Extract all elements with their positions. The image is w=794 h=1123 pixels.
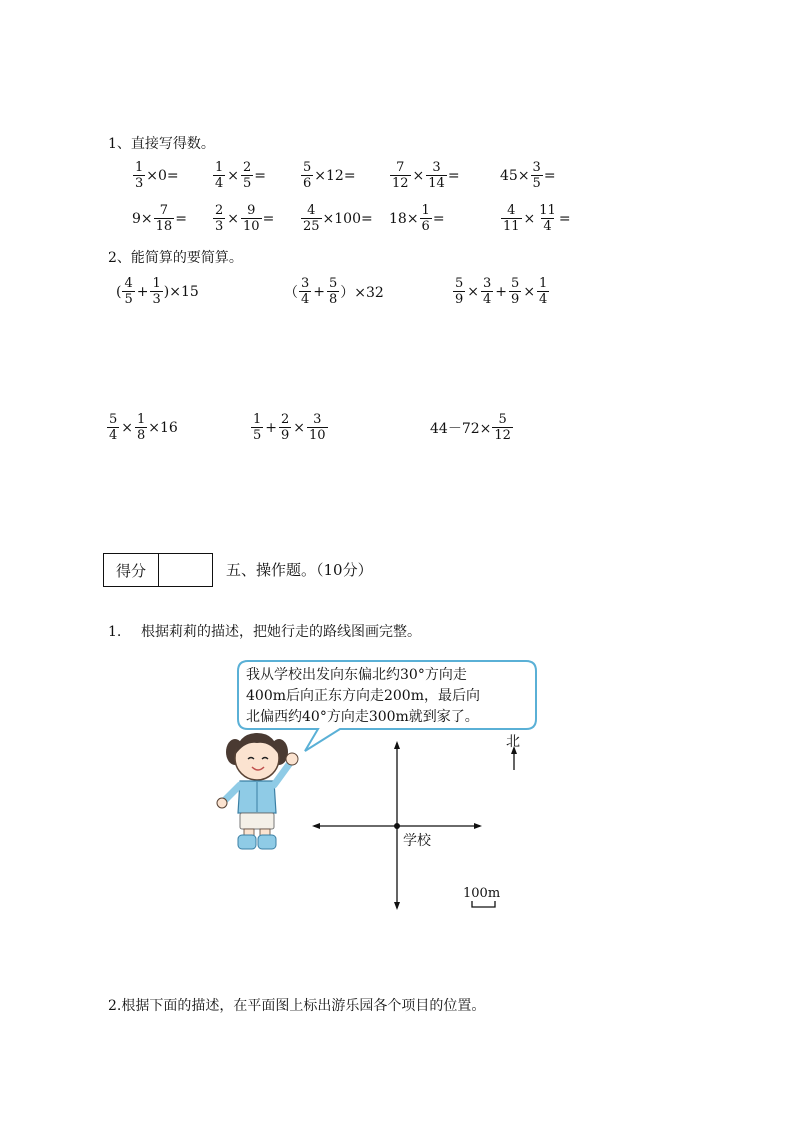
times-sign: × [227,210,240,227]
score-box [103,553,213,587]
fraction: $\frac{1}{3}$ [152,276,161,307]
plus-sign: + [495,283,508,300]
row1-item-3 [300,160,356,191]
expr-1 [116,276,199,307]
fraction: $\frac{7}{18}$ [155,203,173,234]
row2-item-1 [132,203,187,234]
fraction: $\frac{5}{9}$ [511,276,520,307]
paren-open: ( [116,283,122,300]
expr-3 [452,276,550,307]
tail: ×0= [146,167,179,184]
row1-item-4 [389,160,460,191]
fraction: $\frac{3}{10}$ [309,412,326,443]
fraction: $\frac{3}{4}$ [483,276,492,307]
arrow-north-axis [394,741,400,749]
fraction: $\frac{11}{4}$ [539,203,556,234]
score-input-cell[interactable] [159,554,212,586]
expr-6 [430,412,514,443]
bubble-line-3: 北偏西约40°方向走300m就到家了。 [246,709,479,725]
fraction: $\frac{9}{10}$ [243,203,260,234]
fraction: $\frac{5}{8}$ [329,276,338,307]
fraction: $\frac{7}{12}$ [392,160,409,191]
q2-title: 2、能简算的要简算。 [108,250,243,266]
score-label: 得分 [104,554,159,586]
fraction: $\frac{4}{11}$ [503,203,520,234]
scale-label: 100m [463,886,501,901]
row2-item-2 [212,203,274,234]
tail: = [447,167,460,184]
expr-5 [250,412,329,443]
fraction: $\frac{3}{5}$ [532,160,541,191]
fraction: $\frac{1}{3}$ [135,160,144,191]
times-sign: × [523,283,536,300]
op1-text: 根据莉莉的描述，把她行走的路线图画完整。 [141,624,421,640]
tail: ×12= [314,167,356,184]
fraction: $\frac{5}{12}$ [494,412,511,443]
expr-prefix: 44－72× [430,420,492,437]
row1-item-5 [500,160,556,191]
times-sign: × [121,419,134,436]
times-sign: × [227,167,240,184]
tail: = [262,210,275,227]
tail: = [254,167,267,184]
fraction: $\frac{1}{8}$ [137,412,146,443]
bubble-line-2: 400m后向正东方向走200m，最后向 [246,688,480,704]
expr-2 [284,276,384,307]
bubble-text [246,665,480,728]
paren-open: （ [284,284,298,301]
arrow-south-axis [394,902,400,910]
prefix: 18× [389,210,419,227]
prefix: 9× [132,210,153,227]
fraction: $\frac{1}{6}$ [421,203,430,234]
tail: = [558,210,571,227]
school-label: 学校 [403,833,431,849]
tail: = [432,210,445,227]
row2-item-5 [500,203,571,234]
fraction: $\frac{5}{6}$ [303,160,312,191]
times-sign: × [412,167,425,184]
arrow-east [474,823,482,829]
plus-sign: + [136,283,149,300]
prefix: 45× [500,167,530,184]
fraction: $\frac{4}{5}$ [124,276,133,307]
times-16: ×16 [148,419,178,436]
paren-close-times: ）×32 [340,284,384,301]
fraction: $\frac{2}{5}$ [243,160,252,191]
row1-item-2 [212,160,266,191]
fraction: $\frac{5}{4}$ [109,412,118,443]
fraction: $\frac{1}{4}$ [215,160,224,191]
school-dot [394,823,400,829]
fraction: $\frac{2}{3}$ [215,203,224,234]
expr-4 [106,412,178,443]
fraction: $\frac{3}{4}$ [301,276,310,307]
north-label: 北 [506,734,520,750]
tail: = [543,167,556,184]
times-sign: × [467,283,480,300]
girl-illustration [217,733,298,849]
tail: ×100= [322,210,373,227]
q1-title: 1、直接写得数。 [108,136,215,152]
fraction: $\frac{4}{25}$ [303,203,320,234]
plus-sign: + [313,283,326,300]
row2-item-4 [389,203,445,234]
op2-text: 2.根据下面的描述，在平面图上标出游乐园各个项目的位置。 [108,998,486,1014]
bubble-line-1: 我从学校出发向东偏北约30°方向走 [246,667,467,683]
fraction: $\frac{2}{9}$ [281,412,290,443]
arrow-west [312,823,320,829]
fraction: $\frac{1}{4}$ [539,276,548,307]
row2-item-3 [300,203,373,234]
fraction: $\frac{5}{9}$ [455,276,464,307]
fraction: $\frac{1}{5}$ [253,412,262,443]
fraction: $\frac{3}{14}$ [428,160,445,191]
times-sign: × [293,419,306,436]
paren-close-times: )×15 [163,283,199,300]
section-5-title: 五、操作题。（10分） [226,561,373,579]
plus-sign: + [265,419,278,436]
row1-item-1 [132,160,179,191]
times-sign: × [523,210,536,227]
tail: = [175,210,187,227]
op1-number: 1. [108,624,122,640]
